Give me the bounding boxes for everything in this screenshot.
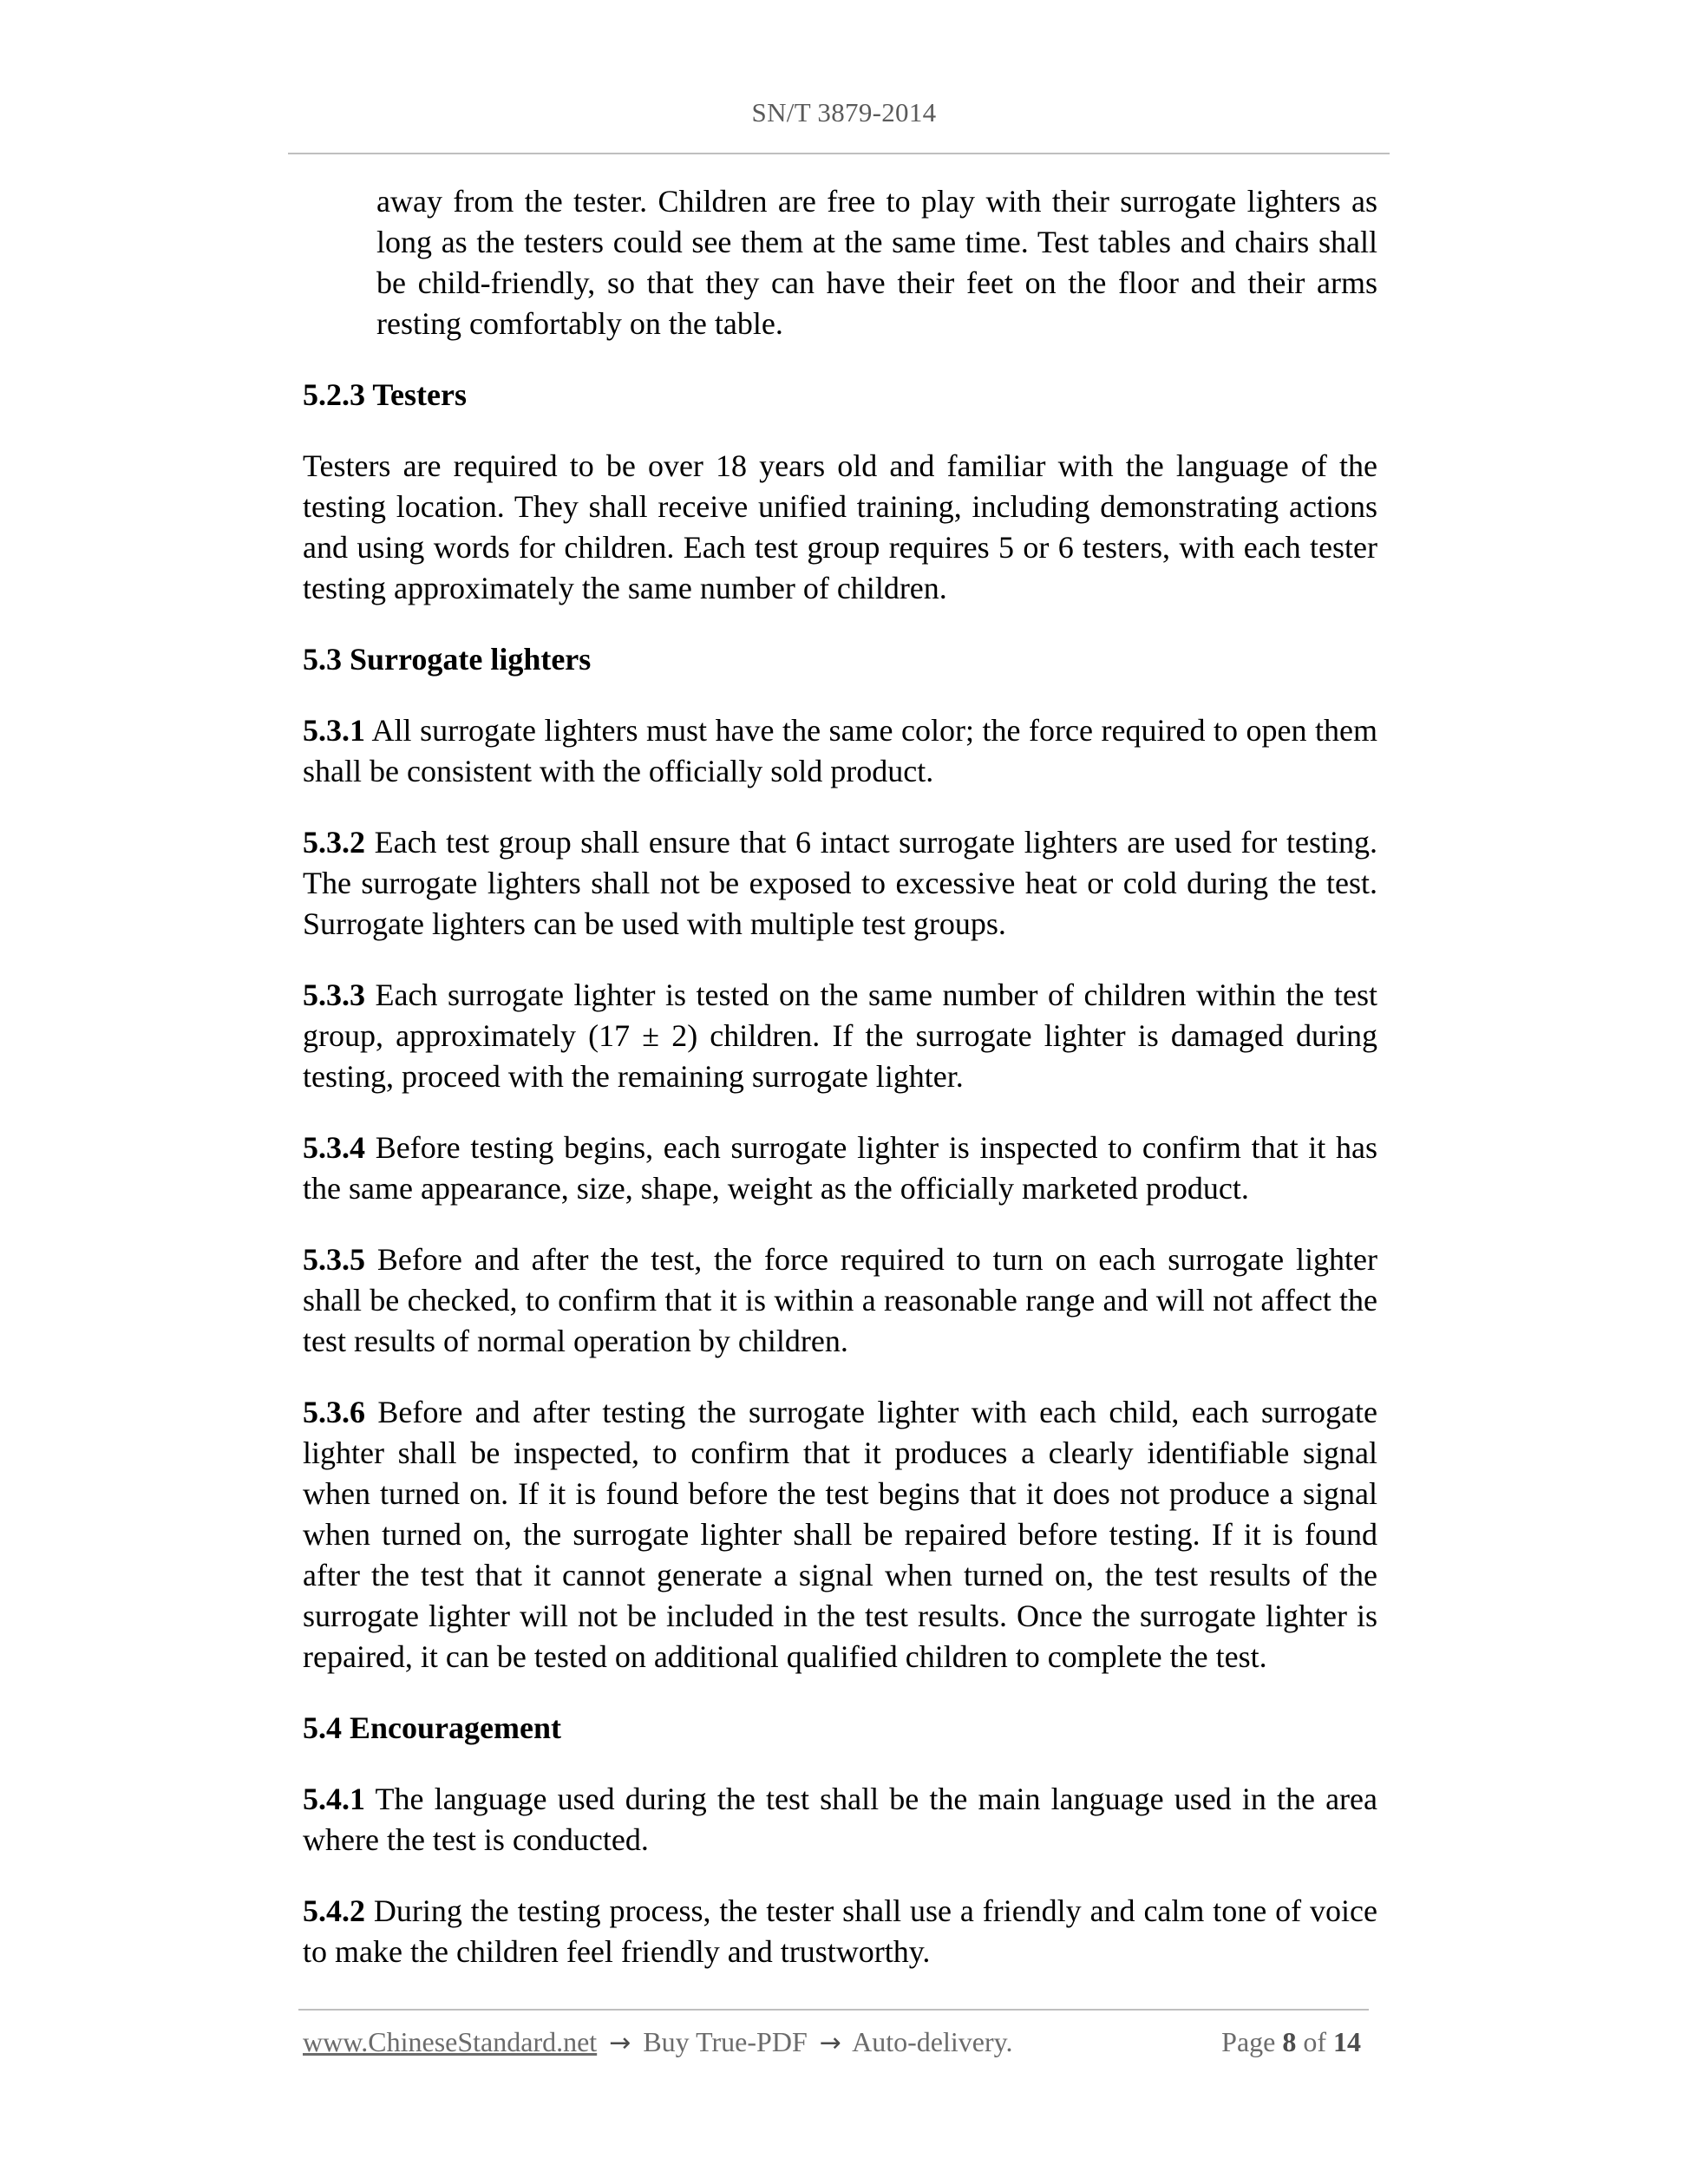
- page-number: [1221, 2026, 1361, 2058]
- page-total: 14: [1333, 2026, 1361, 2057]
- clause-number: 5.3.6: [303, 1395, 365, 1429]
- clause-5-3-1: [303, 710, 1377, 792]
- page-body: [303, 181, 1377, 2003]
- document-id-header: SN/T 3879-2014: [751, 97, 937, 128]
- clause-number: 5.3.5: [303, 1242, 365, 1277]
- clause-text: The language used during the test shall be the main language used in the area where the test is conducted.: [303, 1782, 1377, 1857]
- clause-5-3-3: [303, 975, 1377, 1097]
- clause-text: During the testing process, the tester shall use a friendly and calm tone of voice to make the children feel friendly and trustworthy.: [303, 1893, 1377, 1969]
- section-heading-5-3: 5.3 Surrogate lighters: [303, 642, 592, 677]
- clause-5-3-2: [303, 822, 1377, 945]
- page-current: 8: [1282, 2026, 1297, 2057]
- clause-5-3-6: [303, 1392, 1377, 1677]
- continuation-paragraph: away from the tester. Children are free to play with their surrogate lighters as long as the testers could see them at the same time. Test tables and chairs shall be child-friendly, so that they can have their feet on the floor and their arms resting comfortably on the table.: [376, 184, 1377, 341]
- section-heading-5-4: 5.4 Encouragement: [303, 1710, 561, 1745]
- buy-pdf-text: Buy True-PDF: [643, 2026, 808, 2057]
- page-label: Page: [1221, 2026, 1276, 2057]
- footer-divider: [298, 2009, 1369, 2011]
- page-footer: [303, 2026, 1361, 2064]
- page-of-label: of: [1303, 2026, 1326, 2057]
- clause-5-3-4: [303, 1128, 1377, 1209]
- clause-number: 5.4.1: [303, 1782, 365, 1816]
- clause-number: 5.4.2: [303, 1893, 365, 1928]
- clause-number: 5.3.4: [303, 1130, 365, 1165]
- clause-number: 5.3.3: [303, 978, 365, 1012]
- footer-promo: [303, 2026, 1013, 2058]
- clause-text: Each test group shall ensure that 6 intact surrogate lighters are used for testing. The surrogate lighters shall not be exposed to excessive heat or cold during the test. Surrogate lighters can be used with multiple test groups.: [303, 825, 1377, 941]
- arrow-right-icon: →: [609, 2028, 631, 2058]
- clause-text: Before and after testing the surrogate lighter with each child, each surrogate lighter shall be inspected, to confirm that it produces a clearly identifiable signal when turned on. If it is found before the test begins that it does not produce a signal when turned on, the surrogate lighter shall be repaired before testing. If it is found after the test that it cannot generate a signal when turned on, the test results of the surrogate lighter will not be included in the test results. Once the surrogate lighter is repaired, it can be tested on additional qualified children to complete the test.: [303, 1395, 1377, 1674]
- clause-5-4-2: [303, 1891, 1377, 1972]
- paragraph-5-2-3: Testers are required to be over 18 years old and familiar with the language of the testing location. They shall receive unified training, including demonstrating actions and using words for children. Each test group requires 5 or 6 testers, with each tester testing approximately the same number of children.: [303, 448, 1377, 605]
- auto-delivery-text: Auto-delivery.: [852, 2026, 1013, 2057]
- clause-5-3-5: [303, 1239, 1377, 1362]
- clause-text: All surrogate lighters must have the same color; the force required to open them shall be consistent with the officially sold product.: [303, 713, 1377, 788]
- website-link[interactable]: www.ChineseStandard.net: [303, 2026, 598, 2057]
- arrow-right-icon: →: [819, 2028, 841, 2058]
- clause-text: Before and after the test, the force required to turn on each surrogate lighter shall be checked, to confirm that it is within a reasonable range and will not affect the test results of normal operation by children.: [303, 1242, 1377, 1358]
- clause-text: Before testing begins, each surrogate lighter is inspected to confirm that it has the same appearance, size, shape, weight as the officially marketed product.: [303, 1130, 1377, 1206]
- section-heading-5-2-3: 5.2.3 Testers: [303, 377, 467, 412]
- clause-text: Each surrogate lighter is tested on the same number of children within the test group, approximately (17 ± 2) children. If the surrogate lighter is damaged during testing, proceed with the remaining surrogate lighter.: [303, 978, 1377, 1094]
- header-divider: [288, 153, 1390, 154]
- clause-number: 5.3.1: [303, 713, 365, 748]
- clause-5-4-1: [303, 1779, 1377, 1860]
- clause-number: 5.3.2: [303, 825, 365, 860]
